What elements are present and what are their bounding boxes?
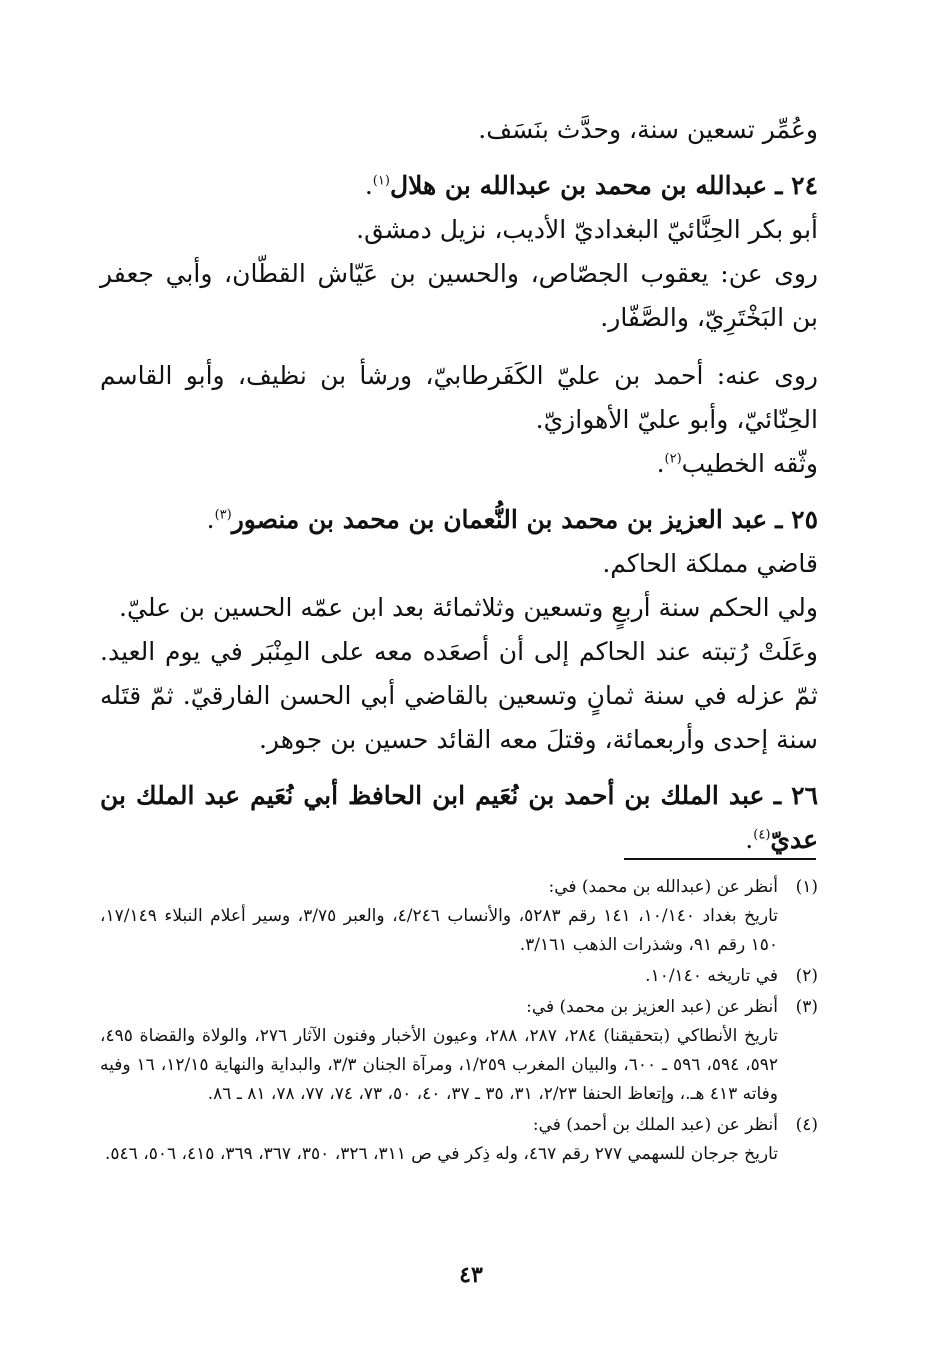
entry-26-end: . <box>745 825 754 854</box>
footnote-line: تاريخ الأنطاكي (بتحقيقنا) ٢٨٤، ٢٨٧، ٢٨٨، وعيون الأخبار وفنون الآثار ٢٧٦، والولاة والقضاة ٤٩٥، ٥٩٢، ٥٩٤، ٥٩٦ ـ ٦٠٠، والبيان المغرب ١/٢٥٩، ومرآة الجنان ٣/٣، والبداية والنهاية ١٢/١٥، ١٦ وفيه وفاته ٤١٣ هـ.، وإتعاظ الحنفا ٢/٢٣، ٣١، ٣٥ ـ ٣٧، ٤٠، ٥٠، ٧٣، ٧٤، ٧٧، ٧٨، ٨١ ـ ٨٦. <box>100 1026 779 1104</box>
intro-line: وعُمِّر تسعين سنة، وحدَّث بنَسَف. <box>478 115 818 144</box>
footnote-line: في تاريخه ١٠/١٤٠. <box>645 966 778 986</box>
entry-25-title: قاضي مملكة الحاكم. <box>602 549 818 578</box>
entry-25-career: وعَلَتْ رُتبته عند الحاكم إلى أن أصعَده معه على المِنْبَر في يوم العيد. ثمّ عزله في سنة ثمانٍ وتسعين بالقاضي أبي الحسن الفارقيّ. ثمّ قتَله سنة إحدى وأربعمائة، وقتلَ معه القائد حسين بن جوهر. <box>100 637 818 754</box>
entry-24-narrated-from: روى عن: يعقوب الجصّاص، والحسين بن عَيّاش القطّان، وأبي جعفر بن البَخْتَرِيّ، والصَّفّار. <box>100 259 818 332</box>
footnote-number: (١) <box>795 877 818 897</box>
footnote-body <box>100 962 778 991</box>
entry-25-appointment: ولي الحكم سنة أربعٍ وتسعين وثلاثمائة بعد ابن عمّه الحسين بن عليّ. <box>119 593 818 622</box>
footnote-line: تاريخ جرجان للسهمي ٢٧٧ رقم ٤٦٧، وله ذِكر في ص ٣١١، ٣٢٦، ٣٥٠، ٣٦٧، ٣٦٩، ٤١٥، ٥٠٦، ٥٤٦. <box>105 1144 778 1164</box>
footnotes <box>100 873 818 1171</box>
entry-26-heading <box>100 774 818 862</box>
entry-26-footnote-ref[interactable]: (٤) <box>753 827 771 843</box>
entry-24-reliability-footnote-ref[interactable]: (٢) <box>664 451 682 467</box>
footnote-line: أنظر عن (عبد الملك بن أحمد) في: <box>532 1115 778 1135</box>
footnote-number: (٣) <box>795 997 818 1017</box>
entry-26-number: ٢٦ ـ <box>773 781 818 810</box>
footnote-number: (٢) <box>795 966 818 986</box>
entry-24-kunya: أبو بكر الحِنَّائيّ البغداديّ الأديب، نزيل دمشق. <box>356 215 818 244</box>
main-text <box>100 108 818 862</box>
footnote-2 <box>100 962 818 991</box>
entry-25-name: عبد العزيز بن محمد بن النُّعمان بن محمد بن منصور <box>231 505 768 534</box>
entry-24-narrated-by: روى عنه: أحمد بن عليّ الكَفَرطابيّ، ورشأ بن نظيف، وأبو القاسم الحِنّائيّ، وأبو عليّ الأهوازيّ. <box>100 361 818 434</box>
footnote-1 <box>100 873 818 960</box>
footnote-3 <box>100 993 818 1109</box>
footnote-separator <box>624 858 816 860</box>
entry-26-name: عبد الملك بن أحمد بن نُعَيم ابن الحافظ أبي نُعَيم عبد الملك بن عديّ <box>100 781 818 854</box>
entry-24-reliability-end: . <box>656 449 665 478</box>
entry-25-end: . <box>206 505 215 534</box>
footnote-line: أنظر عن (عبدالله بن محمد) في: <box>548 877 778 897</box>
entry-24-end: . <box>364 171 373 200</box>
entry-25-number: ٢٥ ـ <box>775 505 818 534</box>
entry-25-footnote-ref[interactable]: (٣) <box>214 507 232 523</box>
entry-24-name: عبدالله بن محمد بن عبدالله بن هلال <box>389 171 768 200</box>
entry-24-heading <box>100 164 818 208</box>
footnote-4 <box>100 1111 818 1169</box>
footnote-line: أنظر عن (عبد العزيز بن محمد) في: <box>526 997 778 1017</box>
entry-24-reliability-text: وثّقه الخطيب <box>681 449 818 478</box>
footnote-body <box>100 873 778 960</box>
footnote-body <box>100 993 778 1109</box>
page-number: ٤٣ <box>459 1262 483 1288</box>
entry-24-footnote-ref[interactable]: (١) <box>372 173 390 189</box>
footnote-number: (٤) <box>795 1115 818 1135</box>
entry-24-reliability <box>100 442 818 486</box>
entry-25-heading <box>100 498 818 542</box>
entry-24-number: ٢٤ ـ <box>775 171 818 200</box>
footnote-line: تاريخ بغداد ١٠/١٤٠، ١٤١ رقم ٥٢٨٣، والأنساب ٤/٢٤٦، والعبر ٣/٧٥، وسير أعلام النبلاء ١٧/١٤٩، ١٥٠ رقم ٩١، وشذرات الذهب ٣/١٦١. <box>100 906 778 955</box>
footnote-body <box>100 1111 778 1169</box>
